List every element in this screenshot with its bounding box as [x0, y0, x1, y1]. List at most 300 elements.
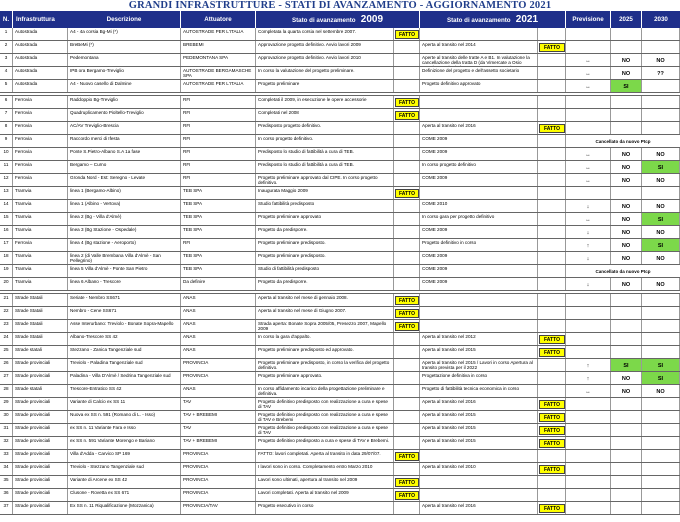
- descrizione-cell: Seriate - Nembro SS671: [68, 294, 181, 306]
- fatto-badge: FATTO: [395, 111, 419, 120]
- descrizione-cell: linea 3 (Bg Stazione - Ospedale): [68, 226, 181, 238]
- stato-2021-cell: Aperta al transito nel 2016: [420, 502, 538, 514]
- descrizione-cell: Villa d'Adda - Carvico SP 169: [68, 450, 181, 462]
- forecast-2030-cell: [642, 398, 680, 410]
- forecast-2030-cell: ??: [642, 67, 680, 79]
- stato-2009-cell: Predisposto lo studio di fattibilità a cura di TEB.: [256, 161, 394, 173]
- table-row: [0, 239, 680, 252]
- forecast-2025-cell: [611, 424, 642, 436]
- row-number: 15: [0, 213, 13, 225]
- previsione-trend: [566, 294, 611, 306]
- table-row: [0, 135, 680, 148]
- row-number: 21: [0, 294, 13, 306]
- row-number: 16: [0, 226, 13, 238]
- attuatore-cell: ANAS: [181, 294, 256, 306]
- forecast-2030-cell: [642, 502, 680, 514]
- forecast-2025-cell: [611, 307, 642, 319]
- fatto-2009-cell: [394, 502, 420, 514]
- fatto-2021-cell: [538, 385, 566, 397]
- forecast-2030-cell: [642, 307, 680, 319]
- fatto-badge: FATTO: [395, 309, 419, 318]
- forecast-2030-cell: [642, 187, 680, 199]
- table-row: [0, 265, 680, 278]
- forecast-2025-cell: NO: [611, 174, 642, 186]
- forecast-2030-cell: [642, 320, 680, 332]
- fatto-badge: FATTO: [395, 98, 419, 107]
- forecast-2025-cell: [611, 109, 642, 121]
- table-row: [0, 148, 680, 161]
- stato-2021-cell: Aperta al transito nel 2010: [420, 463, 538, 475]
- previsione-trend: [566, 109, 611, 121]
- fatto-2009-cell: [394, 174, 420, 186]
- header-year-2009: 2009: [360, 14, 384, 25]
- header-year-2021: 2021: [515, 14, 539, 25]
- stato-2021-cell: In corso progetto definitivo: [420, 161, 538, 173]
- attuatore-cell: RFI: [181, 122, 256, 134]
- forecast-2025-cell: NO: [611, 148, 642, 160]
- header-n: N.: [0, 11, 12, 28]
- forecast-2025-cell: NO: [611, 213, 642, 225]
- stato-2021-cell: COME 2009: [420, 135, 538, 147]
- descrizione-cell: Treviolo - Paladina Tangenziale sud: [68, 359, 181, 371]
- fatto-2021-cell: [538, 294, 566, 306]
- stato-2021-cell: Progetto definitivo in corso: [420, 239, 538, 251]
- descrizione-cell: A4 - 4a corsia Bg-Mi (*): [68, 28, 181, 40]
- row-number: 19: [0, 265, 13, 277]
- fatto-2021-cell: [538, 109, 566, 121]
- table-row: [0, 307, 680, 320]
- infrastruttura-cell: Strade Statali: [13, 294, 68, 306]
- descrizione-cell: Asse Interurbano: Treviolo - Bonate Sopra-Mapello: [68, 320, 181, 332]
- table-row: [0, 385, 680, 398]
- table-row: [0, 450, 680, 463]
- forecast-2025-cell: [611, 294, 642, 306]
- fatto-2021-cell: [538, 200, 566, 212]
- fatto-badge: FATTO: [395, 30, 419, 39]
- stato-2021-cell: Aperta al transito nel 2015 / Lavori in corso Apertura al transito prevista per il 2022: [420, 359, 538, 371]
- stato-2021-cell: COME 2009: [420, 265, 538, 277]
- row-number: 24: [0, 333, 13, 345]
- infrastruttura-cell: Tramvia: [13, 213, 68, 225]
- header-year-2030: 2030: [642, 11, 680, 28]
- header-year-2025: 2025: [611, 11, 641, 28]
- row-number: 34: [0, 463, 13, 475]
- fatto-badge: FATTO: [539, 124, 565, 133]
- attuatore-cell: TAV: [181, 424, 256, 436]
- row-number: 9: [0, 135, 13, 147]
- fatto-2021-cell: [538, 67, 566, 79]
- stato-2021-cell: Aperte al transito delle tratte A e B1. In valutazione la cancellazione della tratta D (da Vimercate a Osio: [420, 54, 538, 66]
- row-number: 25: [0, 346, 13, 358]
- row-number: 5: [0, 80, 13, 92]
- previsione-trend: ↔: [566, 385, 611, 397]
- row-number: 13: [0, 187, 13, 199]
- fatto-badge: FATTO: [395, 296, 419, 305]
- fatto-badge: FATTO: [539, 504, 565, 513]
- previsione-trend: [566, 437, 611, 449]
- stato-2009-cell: Studio di fattibilità predisposto: [256, 265, 394, 277]
- stato-2009-cell: Aperta al transito nel mese di Giugno 2007.: [256, 307, 394, 319]
- fatto-badge: FATTO: [395, 189, 419, 198]
- fatto-2009-cell: [394, 41, 420, 53]
- fatto-2009-cell: [394, 278, 420, 290]
- descrizione-cell: Ex SS n. 11 Riqualificazione (Mozzanica): [68, 502, 181, 514]
- table-row: [0, 252, 680, 265]
- attuatore-cell: RFI: [181, 174, 256, 186]
- forecast-2025-cell: [611, 398, 642, 410]
- fatto-badge: FATTO: [395, 452, 419, 461]
- attuatore-cell: ANAS: [181, 346, 256, 358]
- forecast-2030-cell: [642, 294, 680, 306]
- row-number: 6: [0, 96, 13, 108]
- attuatore-cell: PEDEMONTANA SPA: [181, 54, 256, 66]
- previsione-trend: ↑: [566, 239, 611, 251]
- infrastruttura-cell: Strade statali: [13, 385, 68, 397]
- previsione-trend: [566, 28, 611, 40]
- stato-2021-cell: Aperta al transito nel 2015: [420, 437, 538, 449]
- row-number: 17: [0, 239, 13, 251]
- fatto-2021-cell: [538, 359, 566, 371]
- cancelled-note: Cancellato da nuovo Ptcp: [595, 139, 651, 144]
- stato-2021-cell: Progetto definitivo approvato: [420, 80, 538, 92]
- fatto-2009-cell: [394, 148, 420, 160]
- descrizione-cell: Treviolo - Stezzano Tangenziale sud: [68, 463, 181, 475]
- table-row: [0, 437, 680, 450]
- attuatore-cell: TEB SPA: [181, 200, 256, 212]
- attuatore-cell: PROVINCIA: [181, 489, 256, 501]
- descrizione-cell: ex SS n. 591 Variante Morengo e Bariano: [68, 437, 181, 449]
- stato-2009-cell: Completati il 2009, in esecuzione le opere accessorie: [256, 96, 394, 108]
- forecast-2030-cell: SI: [642, 161, 680, 173]
- stato-2021-cell: Aperta al transito nel 2016: [420, 122, 538, 134]
- infrastruttura-cell: Tramvia: [13, 265, 68, 277]
- forecast-2025-cell: [611, 437, 642, 449]
- row-number: 28: [0, 385, 13, 397]
- forecast-2025-cell: [611, 28, 642, 40]
- forecast-2025-cell: NO: [611, 67, 642, 79]
- fatto-2021-cell: [538, 307, 566, 319]
- fatto-2009-cell: [394, 398, 420, 410]
- row-number: 31: [0, 424, 13, 436]
- attuatore-cell: BREBEMI: [181, 41, 256, 53]
- forecast-2025-cell: [611, 96, 642, 108]
- forecast-2030-cell: NO: [642, 148, 680, 160]
- stato-2009-cell: In corso la valutazione del progetto preliminare.: [256, 67, 394, 79]
- forecast-2025-cell: NO: [611, 161, 642, 173]
- forecast-2030-cell: NO: [642, 252, 680, 264]
- stato-2009-cell: Progetto preliminare: [256, 80, 394, 92]
- forecast-2030-cell: [642, 463, 680, 475]
- stato-2021-cell: [420, 450, 538, 462]
- stato-2009-cell: Progetto da predisporre.: [256, 226, 394, 238]
- stato-2021-cell: COME 2009: [420, 252, 538, 264]
- forecast-2025-cell: [611, 476, 642, 488]
- previsione-trend: [566, 424, 611, 436]
- fatto-badge: FATTO: [395, 322, 419, 331]
- previsione-trend: [566, 398, 611, 410]
- infrastruttura-cell: Strade Statali: [13, 307, 68, 319]
- table-row: [0, 278, 680, 291]
- row-number: 18: [0, 252, 13, 264]
- table-row: [0, 489, 680, 502]
- fatto-2009-cell: [394, 359, 420, 371]
- table-row: [0, 213, 680, 226]
- fatto-2009-cell: [394, 226, 420, 238]
- stato-2021-cell: Aperta al transito nel 2012: [420, 333, 538, 345]
- descrizione-cell: linea 1 (Bergamo-Albino): [68, 187, 181, 199]
- previsione-trend: [566, 187, 611, 199]
- table-row: [0, 502, 680, 515]
- attuatore-cell: PROVINCIA: [181, 372, 256, 384]
- forecast-2030-cell: NO: [642, 174, 680, 186]
- row-number: 11: [0, 161, 13, 173]
- table-row: [0, 346, 680, 359]
- stato-2021-cell: [420, 307, 538, 319]
- header-attuatore: Attuatore: [181, 11, 255, 28]
- stato-2021-cell: COME 2009: [420, 226, 538, 238]
- descrizione-cell: linea 4 (Bg stazione - Aeroporto): [68, 239, 181, 251]
- attuatore-cell: PROVINCIA: [181, 476, 256, 488]
- forecast-2030-cell: [642, 96, 680, 108]
- forecast-2030-cell: SI: [642, 239, 680, 251]
- infrastruttura-cell: Strade provinciali: [13, 359, 68, 371]
- row-number: 33: [0, 450, 13, 462]
- stato-2009-cell: Predisposto lo studio di fattibilità a cura di TEB.: [256, 148, 394, 160]
- descrizione-cell: Bergamo – Curno: [68, 161, 181, 173]
- table-row: [0, 161, 680, 174]
- fatto-2021-cell: [538, 489, 566, 501]
- infrastruttura-cell: Strade provinciali: [13, 463, 68, 475]
- table-row: [0, 424, 680, 437]
- fatto-2021-cell: [538, 148, 566, 160]
- fatto-2009-cell: [394, 346, 420, 358]
- descrizione-cell: linea 1 (Albino - Vertova): [68, 200, 181, 212]
- attuatore-cell: AUTOSTRADE PER L'ITALIA: [181, 28, 256, 40]
- stato-2009-cell: Aperta al transito nel mese di gennaio 2008.: [256, 294, 394, 306]
- forecast-2030-cell: NO: [642, 278, 680, 290]
- descrizione-cell: Nembro - Cene SS671: [68, 307, 181, 319]
- previsione-trend: [566, 411, 611, 423]
- stato-2021-cell: [420, 187, 538, 199]
- stato-2009-cell: Progetto definitivo predisposto a cura e spese di TAV e Brebemi.: [256, 437, 394, 449]
- forecast-2025-cell: NO: [611, 239, 642, 251]
- stato-2021-cell: COME 2009: [420, 174, 538, 186]
- table-row: [0, 226, 680, 239]
- descrizione-cell: Pedemontana: [68, 54, 181, 66]
- attuatore-cell: PROVINCIA/TAV: [181, 502, 256, 514]
- forecast-2025-cell: [611, 41, 642, 53]
- infrastruttura-cell: Tramvia: [13, 226, 68, 238]
- table-row: [0, 411, 680, 424]
- forecast-2025-cell: [611, 346, 642, 358]
- fatto-2021-cell: [538, 135, 566, 147]
- infrastruttura-cell: Ferrovia: [13, 96, 68, 108]
- infrastruttura-cell: Strade provinciali: [13, 476, 68, 488]
- forecast-2030-cell: [642, 80, 680, 92]
- header-stato-2021-label: Stato di avanzamento: [446, 17, 511, 24]
- infrastruttura-cell: Autostrada: [13, 67, 68, 79]
- previsione-trend: [566, 463, 611, 475]
- fatto-2009-cell: [394, 463, 420, 475]
- infrastruttura-cell: Strade provinciali: [13, 411, 68, 423]
- stato-2021-cell: Progetto di fattibilità tecnica economica in corso: [420, 385, 538, 397]
- forecast-2030-cell: [642, 333, 680, 345]
- page-title: GRANDI INFRASTRUTTURE - STATI DI AVANZAMENTO - AGGIORNAMENTO 2021: [128, 0, 552, 11]
- attuatore-cell: RFI: [181, 96, 256, 108]
- previsione-trend: ↔: [566, 213, 611, 225]
- attuatore-cell: TEB SPA: [181, 265, 256, 277]
- row-number: 26: [0, 359, 13, 371]
- fatto-2021-cell: [538, 239, 566, 251]
- infrastruttura-cell: Tramvia: [13, 187, 68, 199]
- infrastruttura-cell: Strade provinciali: [13, 424, 68, 436]
- stato-2021-cell: Progettazione definitiva in corso: [420, 372, 538, 384]
- attuatore-cell: TEB SPA: [181, 252, 256, 264]
- row-number: 4: [0, 67, 13, 79]
- infrastruttura-cell: Ferrovia: [13, 161, 68, 173]
- fatto-badge: FATTO: [395, 478, 419, 487]
- fatto-badge: FATTO: [539, 413, 565, 422]
- fatto-badge: FATTO: [539, 465, 565, 474]
- row-number: 35: [0, 476, 13, 488]
- forecast-2025-cell: [611, 502, 642, 514]
- stato-2009-cell: Progetto preliminare approvato.: [256, 372, 394, 384]
- previsione-trend: [566, 307, 611, 319]
- stato-2009-cell: Approvazione progetto definitivo. Avvio lavori 2009: [256, 41, 394, 53]
- previsione-trend: [566, 476, 611, 488]
- fatto-2009-cell: [394, 54, 420, 66]
- stato-2009-cell: Progetto definitivo predisposto con realizzazione a cura e spese di TAV: [256, 398, 394, 410]
- table-row: [0, 372, 680, 385]
- stato-2021-cell: [420, 294, 538, 306]
- attuatore-cell: Da definire: [181, 278, 256, 290]
- header-stato-2009-label: Stato di avanzamento: [291, 17, 356, 24]
- attuatore-cell: TAV: [181, 398, 256, 410]
- infrastruttura-cell: Autostrada: [13, 80, 68, 92]
- stato-2021-cell: [420, 320, 538, 332]
- previsione-trend: ↔: [566, 80, 611, 92]
- descrizione-cell: linea 2 (di Valle Brembana Villa d'Almè - San Pellegrino): [68, 252, 181, 264]
- infrastruttura-cell: Strade provinciali: [13, 437, 68, 449]
- previsione-trend: [566, 489, 611, 501]
- attuatore-cell: ANAS: [181, 333, 256, 345]
- fatto-2021-cell: [538, 96, 566, 108]
- table-row: [0, 187, 680, 200]
- fatto-badge: FATTO: [539, 400, 565, 409]
- descrizione-cell: Nuova ex SS n. 591 (Romano di L. - Isso): [68, 411, 181, 423]
- stato-2009-cell: Inaugurata Maggio 2009: [256, 187, 394, 199]
- table-row: [0, 174, 680, 187]
- fatto-2009-cell: [394, 135, 420, 147]
- attuatore-cell: RFI: [181, 135, 256, 147]
- forecast-2025-cell: NO: [611, 200, 642, 212]
- fatto-2021-cell: [538, 54, 566, 66]
- row-number: 10: [0, 148, 13, 160]
- descrizione-cell: BreBeMi (*): [68, 41, 181, 53]
- stato-2009-cell: Strada aperta: Bonate Sopra 2005/05, Presezzo 2007, Mapello 2009: [256, 320, 394, 332]
- descrizione-cell: Clusone - Rovetta ex SS 671: [68, 489, 181, 501]
- attuatore-cell: PROVINCIA: [181, 450, 256, 462]
- attuatore-cell: AUTOSTRADE BERGAMASCHE SPA: [181, 67, 256, 79]
- forecast-2030-cell: [642, 437, 680, 449]
- table-row: [0, 333, 680, 346]
- row-number: 22: [0, 307, 13, 319]
- row-number: 30: [0, 411, 13, 423]
- fatto-badge: FATTO: [539, 439, 565, 448]
- attuatore-cell: AUTOSTRADE PER L'ITALIA: [181, 80, 256, 92]
- previsione-trend: [566, 346, 611, 358]
- stato-2021-cell: Aperta al transito nel 2015: [420, 411, 538, 423]
- row-number: 27: [0, 372, 13, 384]
- fatto-2021-cell: [538, 476, 566, 488]
- forecast-2030-cell: SI: [642, 372, 680, 384]
- stato-2009-cell: Progetto preliminare predisposto ed approvato.: [256, 346, 394, 358]
- fatto-2009-cell: [394, 252, 420, 264]
- fatto-2021-cell: [538, 161, 566, 173]
- previsione-trend: ↓: [566, 278, 611, 290]
- infrastruttura-cell: Strade Statali: [13, 320, 68, 332]
- stato-2009-cell: In corso progetto definitivo.: [256, 135, 394, 147]
- previsione-trend: ↔: [566, 148, 611, 160]
- previsione-trend: ↓: [566, 252, 611, 264]
- table-row: [0, 67, 680, 80]
- stato-2009-cell: Progetto definitivo predisposto con realizzazione a cura e spese di TAV e Brebemi: [256, 411, 394, 423]
- forecast-2030-cell: [642, 424, 680, 436]
- previsione-trend: [566, 333, 611, 345]
- header-previsione: Previsione: [566, 11, 610, 28]
- fatto-badge: FATTO: [395, 491, 419, 500]
- previsione-trend: [566, 96, 611, 108]
- table-row: [0, 200, 680, 213]
- previsione-trend: ↔: [566, 67, 611, 79]
- descrizione-cell: Variante di Arcene ex SS 42: [68, 476, 181, 488]
- forecast-2025-cell: [611, 463, 642, 475]
- fatto-badge: FATTO: [539, 335, 565, 344]
- infrastruttura-cell: Strade Statali: [13, 333, 68, 345]
- fatto-2021-cell: [538, 80, 566, 92]
- attuatore-cell: ANAS: [181, 385, 256, 397]
- stato-2009-cell: Progetto da predisporre.: [256, 278, 394, 290]
- forecast-2025-cell: [611, 122, 642, 134]
- fatto-2021-cell: [538, 278, 566, 290]
- descrizione-cell: Raddoppio Bg-Treviglio: [68, 96, 181, 108]
- fatto-2009-cell: [394, 385, 420, 397]
- descrizione-cell: Stezzano - Zanica Tangenziale sud: [68, 346, 181, 358]
- fatto-2021-cell: [538, 28, 566, 40]
- fatto-2009-cell: [394, 333, 420, 345]
- header-infrastruttura: Infrastruttura: [13, 11, 70, 28]
- row-number: 20: [0, 278, 13, 290]
- forecast-2030-cell: NO: [642, 226, 680, 238]
- infrastruttura-cell: Strade provinciali: [13, 398, 68, 410]
- descrizione-cell: Ponte S.Pietro-Albano S.A 1a fase: [68, 148, 181, 160]
- table-row: [0, 80, 680, 93]
- row-number: 29: [0, 398, 13, 410]
- forecast-2030-cell: NO: [642, 54, 680, 66]
- stato-2009-cell: Progetto esecutivo in corso: [256, 502, 394, 514]
- forecast-2025-cell: NO: [611, 226, 642, 238]
- infrastruttura-cell: Tramvia: [13, 278, 68, 290]
- fatto-2009-cell: [394, 161, 420, 173]
- descrizione-cell: Quadruplicamento Pioltello-Treviglio: [68, 109, 181, 121]
- infrastruttura-cell: Ferrovia: [13, 135, 68, 147]
- fatto-2009-cell: [394, 372, 420, 384]
- infrastruttura-cell: Strade statali: [13, 346, 68, 358]
- table-row: [0, 28, 680, 41]
- attuatore-cell: TEB SPA: [181, 187, 256, 199]
- header-stato-2021: [420, 11, 565, 28]
- stato-2021-cell: COME 2009: [420, 148, 538, 160]
